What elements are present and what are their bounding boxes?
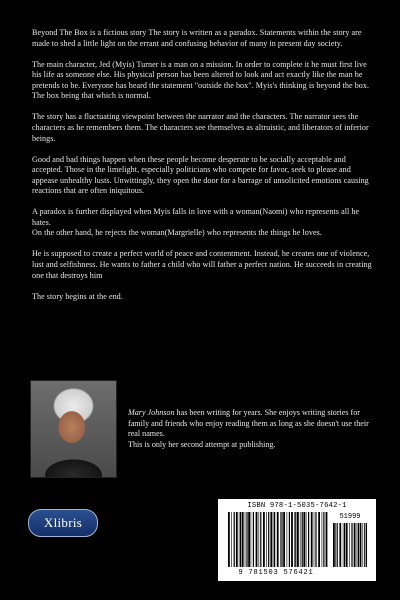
isbn-barcode bbox=[218, 499, 376, 581]
blurb-paragraph-8: The story begins at the end. bbox=[32, 291, 123, 301]
author-bio-text: has been writing for years. She enjoys writing stories for family and friends who enjoy reading them as long as she doesn't use their real names. bbox=[128, 408, 369, 439]
isbn-label: ISBN 978-1-5035-7642-1 bbox=[247, 502, 347, 510]
ean-barcode-bars bbox=[228, 512, 328, 567]
publisher-logo bbox=[28, 509, 98, 537]
blurb-paragraph-1: Beyond The Box is a fictious story The story is written as a paradox. Statements within the story are made to shed a little light on the errant and confusing behavior of many in present day society. bbox=[32, 28, 362, 48]
author-photo bbox=[30, 380, 117, 478]
price-code: 51999 bbox=[339, 513, 361, 521]
blurb-paragraph-6: On the other hand, he rejects the woman(Margrielle) who represents the things he loves. bbox=[32, 228, 322, 238]
ean-digits: 9 781503 576421 bbox=[238, 569, 314, 577]
blurb-paragraph-2: The main character, Jed (Myis) Turner is a man on a mission. In order to complete it he must first live his life as someone else. His physical person has been altered to look and act exactly like the man he pretends to be. Everyone has heard the statement "outside the box". Myis's thinking is beyond the box. The box being that which is normal. bbox=[32, 59, 370, 101]
blurb-paragraph-7: He is supposed to create a perfect world of peace and contentment. Instead, he creates one of violence, lust and selfishness. He wants to father a child who will father a perfect nation. He succeeds in creating one that destroys him bbox=[32, 249, 372, 280]
blurb-paragraph-5: A paradox is further displayed when Myis falls in love with a woman(Naomi) who represents all he hates. bbox=[32, 207, 360, 227]
blurb-paragraph-3: The story has a fluctuating viewpoint between the narrator and the characters. The narrator sees the characters as he remembers them. The characters see themselves as altruistic, and liberators of inferior beings. bbox=[32, 112, 369, 143]
book-blurb bbox=[32, 28, 372, 313]
author-bio bbox=[128, 408, 378, 450]
blurb-paragraph-4: Good and bad things happen when these people become desperate to be socially acceptable and accepted. Those in the limelight, especially politicians who compete for favor, seek to please and appease unhealthy lusts. Unwittingly, they open the door for a barrage of unsolicited emotions causing reactions that are often iniquitous. bbox=[32, 154, 369, 196]
publisher-name: Xlibris bbox=[43, 515, 83, 530]
price-barcode-bars bbox=[333, 523, 367, 567]
author-name: Mary Johnson bbox=[128, 408, 175, 417]
author-bio-line2: This is only her second attempt at publishing. bbox=[128, 439, 276, 449]
